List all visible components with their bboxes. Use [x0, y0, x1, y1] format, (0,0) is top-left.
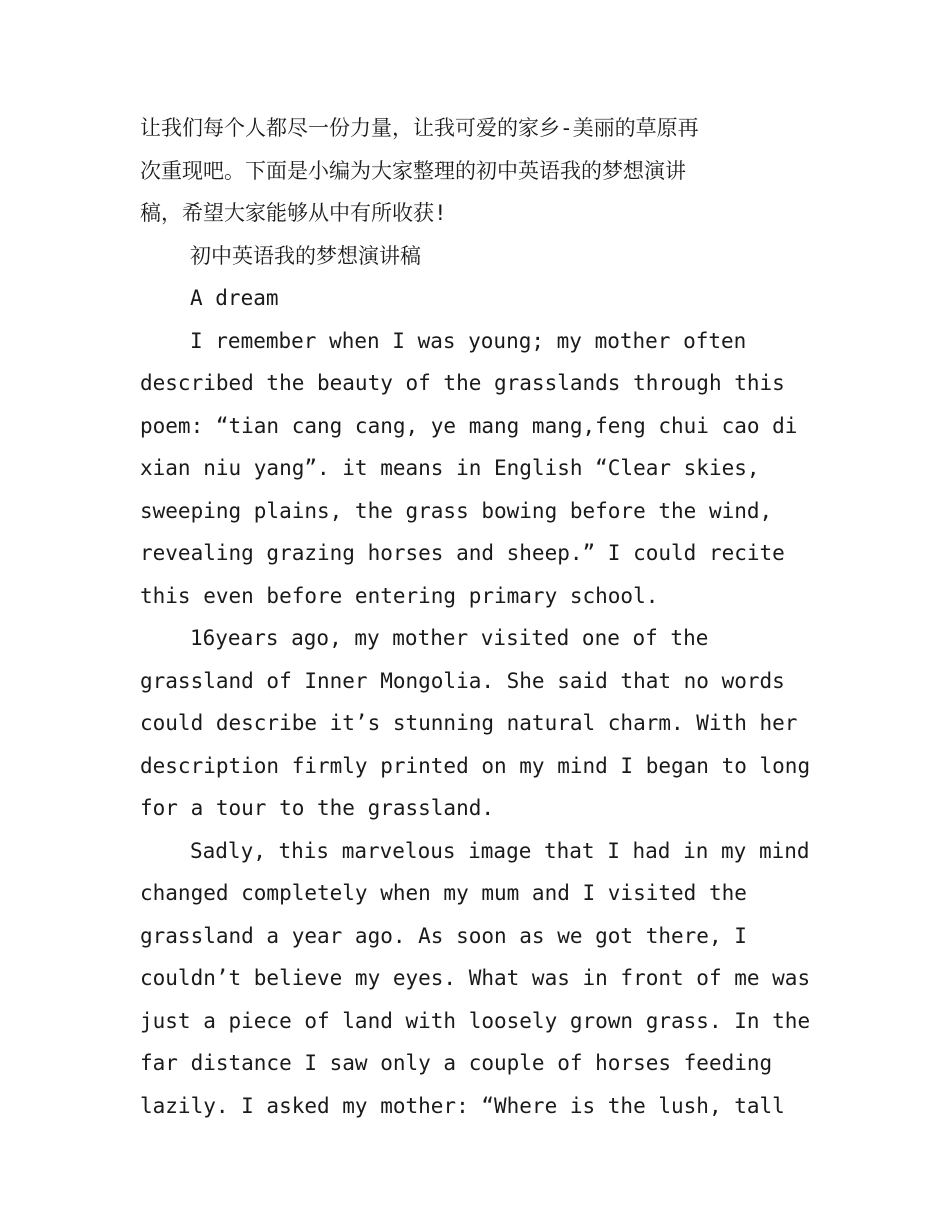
text-line: description firmly printed on my mind I began to long	[140, 753, 811, 778]
text-line: I remember when I was young; my mother often	[190, 328, 747, 353]
text-line: poem: “tian cang cang, ye mang mang,feng chui cao di	[140, 413, 798, 438]
text-line: described the beauty of the grasslands through this	[140, 371, 785, 395]
text-line: changed completely when my mum and I visited the	[140, 881, 747, 905]
text-line: lazily. I asked my mother: “Where is the lush, tall	[140, 1093, 785, 1118]
text-line: 稿，希望大家能够从中有所收获!	[140, 201, 447, 225]
text-line: couldn’t believe my eyes. What was in front of me was	[140, 966, 811, 990]
text-line: 16years ago, my mother visited one of the	[190, 626, 709, 650]
text-line: far distance I saw only a couple of horses feeding	[140, 1051, 773, 1075]
text-line: sweeping plains, the grass bowing before the wind,	[140, 498, 773, 523]
text-line: for a tour to the grassland.	[140, 796, 495, 820]
text-line: xian niu yang”. it means in English “Clear skies,	[140, 456, 760, 480]
text-line: Sadly, this marvelous image that I had in my mind	[190, 838, 810, 863]
text-line: grassland of Inner Mongolia. She said that no words	[140, 668, 785, 693]
text-line: this even before entering primary school.	[140, 583, 659, 608]
text-line: 初中英语我的梦想演讲稿	[190, 243, 421, 268]
text-line: grassland a year ago. As soon as we got there, I	[140, 923, 747, 948]
text-line: revealing grazing horses and sheep.” I could recite	[140, 541, 785, 565]
text-line: could describe it’s stunning natural charm. With her	[140, 711, 798, 735]
text-line: 次重现吧。下面是小编为大家整理的初中英语我的梦想演讲	[140, 158, 686, 183]
text-line: just a piece of land with loosely grown grass. In the	[140, 1008, 811, 1033]
text-line: 让我们每个人都尽一份力量，让我可爱的家乡-美丽的草原再	[140, 116, 699, 140]
document-body	[140, 107, 811, 1127]
text-line: A dream	[190, 286, 279, 310]
